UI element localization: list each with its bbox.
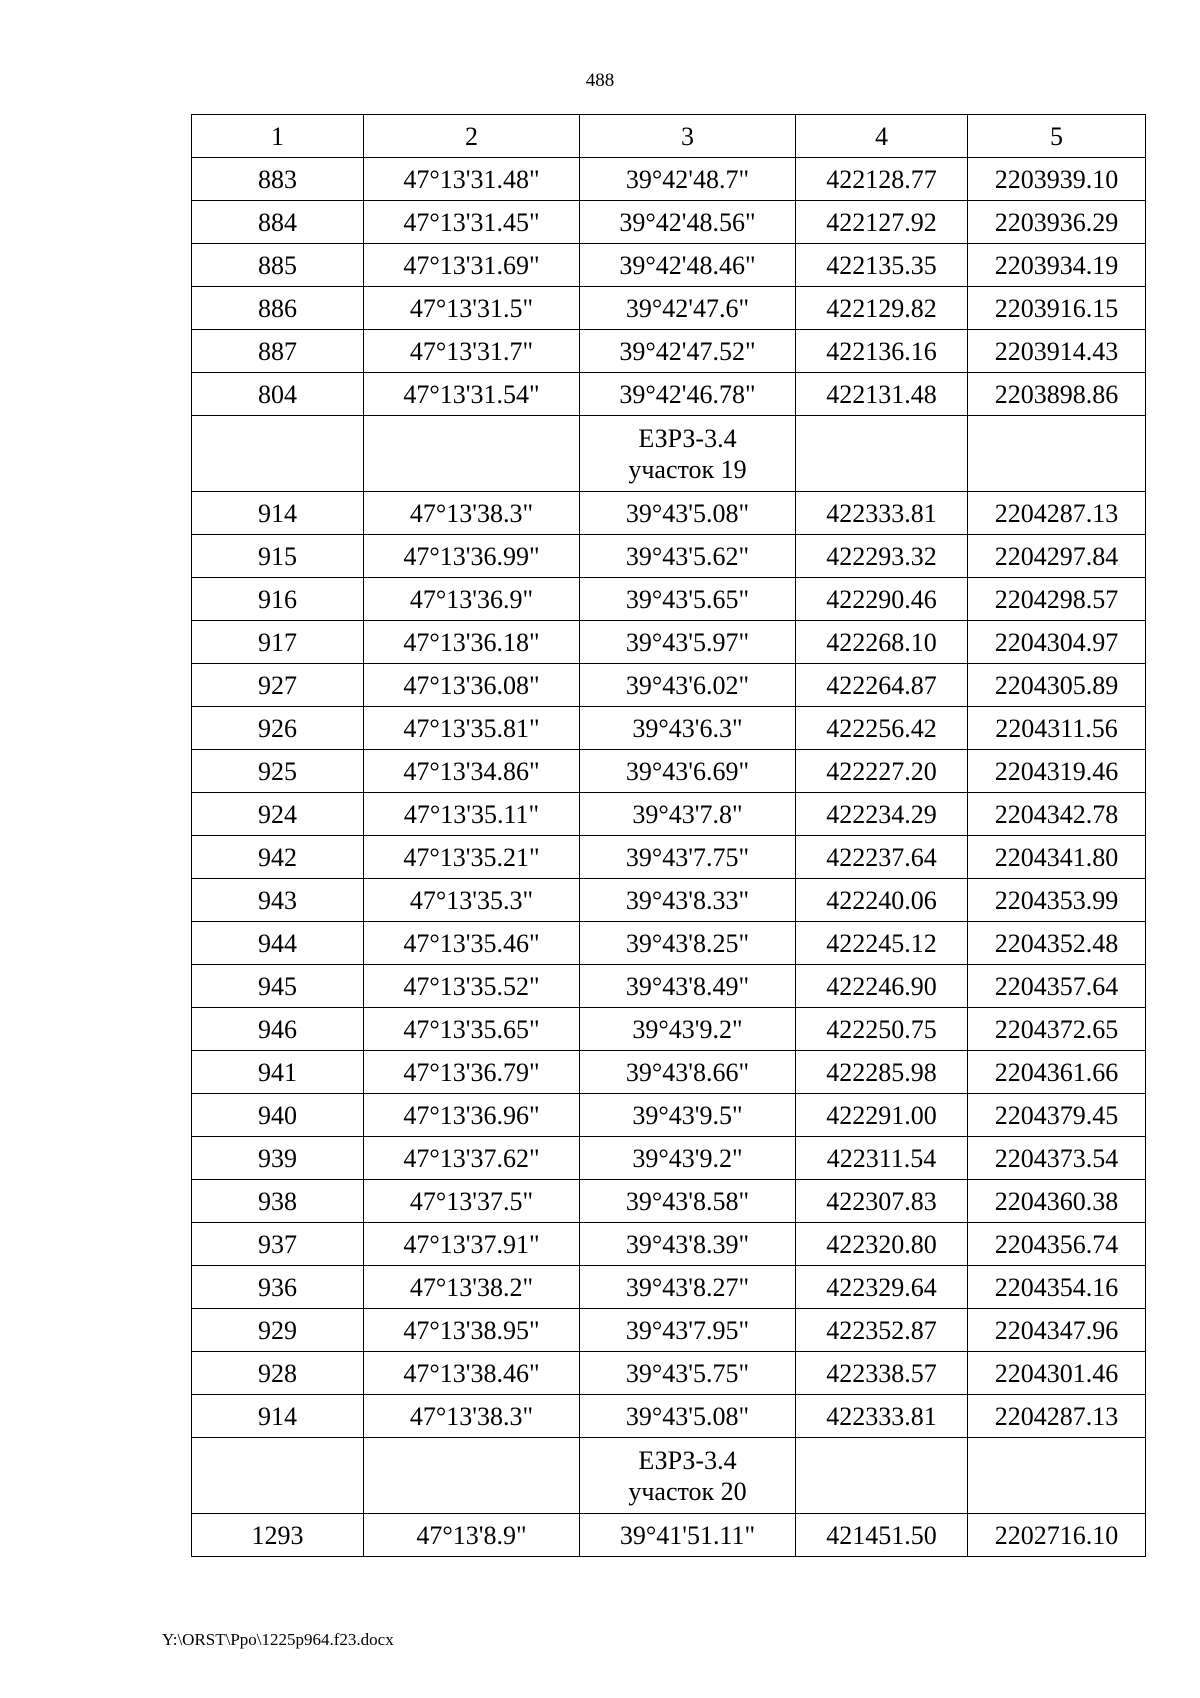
point-number-cell: 883 bbox=[192, 158, 364, 201]
table-row bbox=[192, 1223, 1146, 1266]
latitude-cell: 47°13'35.3" bbox=[364, 879, 580, 922]
x-coordinate-cell: 422293.32 bbox=[796, 535, 968, 578]
y-coordinate-cell: 2204305.89 bbox=[968, 664, 1146, 707]
x-coordinate-cell: 422136.16 bbox=[796, 330, 968, 373]
section-title: ЕЗРЗ-3.4 bbox=[638, 1445, 737, 1475]
table-row bbox=[192, 330, 1146, 373]
point-number-cell: 929 bbox=[192, 1309, 364, 1352]
longitude-cell: 39°43'6.3" bbox=[580, 707, 796, 750]
latitude-cell: 47°13'35.81" bbox=[364, 707, 580, 750]
latitude-cell: 47°13'31.45" bbox=[364, 201, 580, 244]
latitude-cell: 47°13'36.18" bbox=[364, 621, 580, 664]
point-number-cell: 926 bbox=[192, 707, 364, 750]
y-coordinate-cell: 2203936.29 bbox=[968, 201, 1146, 244]
table-row bbox=[192, 1395, 1146, 1438]
point-number-cell: 937 bbox=[192, 1223, 364, 1266]
y-coordinate-cell: 2204298.57 bbox=[968, 578, 1146, 621]
y-coordinate-cell: 2204354.16 bbox=[968, 1266, 1146, 1309]
y-coordinate-cell: 2204352.48 bbox=[968, 922, 1146, 965]
section-subtitle: участок 20 bbox=[628, 1476, 747, 1506]
section-label-cell bbox=[580, 1438, 796, 1514]
table-row bbox=[192, 664, 1146, 707]
section-header-row bbox=[192, 416, 1146, 492]
latitude-cell: 47°13'36.96" bbox=[364, 1094, 580, 1137]
x-coordinate-cell: 422131.48 bbox=[796, 373, 968, 416]
latitude-cell: 47°13'8.9" bbox=[364, 1514, 580, 1557]
table-row bbox=[192, 621, 1146, 664]
x-coordinate-cell: 422256.42 bbox=[796, 707, 968, 750]
table-row bbox=[192, 158, 1146, 201]
y-coordinate-cell: 2204360.38 bbox=[968, 1180, 1146, 1223]
y-coordinate-cell: 2204357.64 bbox=[968, 965, 1146, 1008]
latitude-cell: 47°13'38.2" bbox=[364, 1266, 580, 1309]
longitude-cell: 39°43'8.33" bbox=[580, 879, 796, 922]
point-number-cell: 886 bbox=[192, 287, 364, 330]
header-cell: 4 bbox=[796, 115, 968, 158]
point-number-cell: 936 bbox=[192, 1266, 364, 1309]
y-coordinate-cell: 2203934.19 bbox=[968, 244, 1146, 287]
x-coordinate-cell: 422291.00 bbox=[796, 1094, 968, 1137]
point-number-cell: 914 bbox=[192, 1395, 364, 1438]
point-number-cell: 940 bbox=[192, 1094, 364, 1137]
y-coordinate-cell: 2203916.15 bbox=[968, 287, 1146, 330]
latitude-cell: 47°13'38.95" bbox=[364, 1309, 580, 1352]
longitude-cell: 39°43'9.2" bbox=[580, 1137, 796, 1180]
table-row bbox=[192, 793, 1146, 836]
latitude-cell: 47°13'31.5" bbox=[364, 287, 580, 330]
longitude-cell: 39°43'9.2" bbox=[580, 1008, 796, 1051]
point-number-cell: 916 bbox=[192, 578, 364, 621]
x-coordinate-cell: 422268.10 bbox=[796, 621, 968, 664]
table-row bbox=[192, 201, 1146, 244]
section-subtitle: участок 19 bbox=[628, 454, 747, 484]
longitude-cell: 39°43'5.65" bbox=[580, 578, 796, 621]
table-row bbox=[192, 1051, 1146, 1094]
longitude-cell: 39°43'5.08" bbox=[580, 492, 796, 535]
y-coordinate-cell: 2204319.46 bbox=[968, 750, 1146, 793]
empty-cell bbox=[968, 416, 1146, 492]
header-cell: 3 bbox=[580, 115, 796, 158]
point-number-cell: 945 bbox=[192, 965, 364, 1008]
table-row bbox=[192, 578, 1146, 621]
latitude-cell: 47°13'37.91" bbox=[364, 1223, 580, 1266]
longitude-cell: 39°43'5.62" bbox=[580, 535, 796, 578]
longitude-cell: 39°43'8.58" bbox=[580, 1180, 796, 1223]
longitude-cell: 39°42'47.52" bbox=[580, 330, 796, 373]
x-coordinate-cell: 422329.64 bbox=[796, 1266, 968, 1309]
latitude-cell: 47°13'36.99" bbox=[364, 535, 580, 578]
y-coordinate-cell: 2204297.84 bbox=[968, 535, 1146, 578]
x-coordinate-cell: 422290.46 bbox=[796, 578, 968, 621]
empty-cell bbox=[364, 416, 580, 492]
x-coordinate-cell: 422338.57 bbox=[796, 1352, 968, 1395]
footer-file-path: Y:\ORST\Ppo\1225p964.f23.docx bbox=[162, 1630, 394, 1649]
table-row bbox=[192, 879, 1146, 922]
point-number-cell: 943 bbox=[192, 879, 364, 922]
y-coordinate-cell: 2204304.97 bbox=[968, 621, 1146, 664]
longitude-cell: 39°43'7.8" bbox=[580, 793, 796, 836]
x-coordinate-cell: 422250.75 bbox=[796, 1008, 968, 1051]
x-coordinate-cell: 422245.12 bbox=[796, 922, 968, 965]
latitude-cell: 47°13'38.3" bbox=[364, 1395, 580, 1438]
longitude-cell: 39°43'8.27" bbox=[580, 1266, 796, 1309]
y-coordinate-cell: 2204356.74 bbox=[968, 1223, 1146, 1266]
table-row bbox=[192, 750, 1146, 793]
point-number-cell: 939 bbox=[192, 1137, 364, 1180]
point-number-cell: 928 bbox=[192, 1352, 364, 1395]
latitude-cell: 47°13'34.86" bbox=[364, 750, 580, 793]
x-coordinate-cell: 422127.92 bbox=[796, 201, 968, 244]
longitude-cell: 39°42'48.7" bbox=[580, 158, 796, 201]
empty-cell bbox=[192, 416, 364, 492]
table-row bbox=[192, 1266, 1146, 1309]
section-header-row bbox=[192, 1438, 1146, 1514]
y-coordinate-cell: 2204361.66 bbox=[968, 1051, 1146, 1094]
y-coordinate-cell: 2204379.45 bbox=[968, 1094, 1146, 1137]
point-number-cell: 887 bbox=[192, 330, 364, 373]
table-body bbox=[192, 158, 1146, 1557]
longitude-cell: 39°42'48.46" bbox=[580, 244, 796, 287]
longitude-cell: 39°41'51.11" bbox=[580, 1514, 796, 1557]
y-coordinate-cell: 2204353.99 bbox=[968, 879, 1146, 922]
latitude-cell: 47°13'38.46" bbox=[364, 1352, 580, 1395]
section-title: ЕЗРЗ-3.4 bbox=[638, 423, 737, 453]
latitude-cell: 47°13'31.69" bbox=[364, 244, 580, 287]
y-coordinate-cell: 2202716.10 bbox=[968, 1514, 1146, 1557]
latitude-cell: 47°13'36.9" bbox=[364, 578, 580, 621]
empty-cell bbox=[796, 1438, 968, 1514]
latitude-cell: 47°13'35.11" bbox=[364, 793, 580, 836]
longitude-cell: 39°43'5.97" bbox=[580, 621, 796, 664]
table-row bbox=[192, 1180, 1146, 1223]
table-row bbox=[192, 287, 1146, 330]
x-coordinate-cell: 422234.29 bbox=[796, 793, 968, 836]
empty-cell bbox=[796, 416, 968, 492]
header-cell: 2 bbox=[364, 115, 580, 158]
latitude-cell: 47°13'35.21" bbox=[364, 836, 580, 879]
coordinates-table bbox=[191, 114, 1146, 1557]
longitude-cell: 39°43'6.69" bbox=[580, 750, 796, 793]
point-number-cell: 941 bbox=[192, 1051, 364, 1094]
x-coordinate-cell: 422311.54 bbox=[796, 1137, 968, 1180]
y-coordinate-cell: 2204301.46 bbox=[968, 1352, 1146, 1395]
longitude-cell: 39°43'5.08" bbox=[580, 1395, 796, 1438]
point-number-cell: 1293 bbox=[192, 1514, 364, 1557]
x-coordinate-cell: 422352.87 bbox=[796, 1309, 968, 1352]
y-coordinate-cell: 2204372.65 bbox=[968, 1008, 1146, 1051]
section-label-cell bbox=[580, 416, 796, 492]
empty-cell bbox=[192, 1438, 364, 1514]
longitude-cell: 39°43'7.75" bbox=[580, 836, 796, 879]
longitude-cell: 39°43'9.5" bbox=[580, 1094, 796, 1137]
page-number: 488 bbox=[585, 70, 615, 91]
latitude-cell: 47°13'31.54" bbox=[364, 373, 580, 416]
longitude-cell: 39°42'47.6" bbox=[580, 287, 796, 330]
longitude-cell: 39°43'8.49" bbox=[580, 965, 796, 1008]
longitude-cell: 39°42'48.56" bbox=[580, 201, 796, 244]
longitude-cell: 39°43'5.75" bbox=[580, 1352, 796, 1395]
table-row bbox=[192, 1514, 1146, 1557]
table-row bbox=[192, 1094, 1146, 1137]
table-row bbox=[192, 922, 1146, 965]
header-row bbox=[192, 115, 1146, 158]
y-coordinate-cell: 2203939.10 bbox=[968, 158, 1146, 201]
latitude-cell: 47°13'37.5" bbox=[364, 1180, 580, 1223]
point-number-cell: 925 bbox=[192, 750, 364, 793]
x-coordinate-cell: 422246.90 bbox=[796, 965, 968, 1008]
longitude-cell: 39°43'8.39" bbox=[580, 1223, 796, 1266]
latitude-cell: 47°13'35.46" bbox=[364, 922, 580, 965]
longitude-cell: 39°43'8.25" bbox=[580, 922, 796, 965]
y-coordinate-cell: 2204287.13 bbox=[968, 492, 1146, 535]
point-number-cell: 915 bbox=[192, 535, 364, 578]
x-coordinate-cell: 422264.87 bbox=[796, 664, 968, 707]
latitude-cell: 47°13'35.65" bbox=[364, 1008, 580, 1051]
x-coordinate-cell: 422135.35 bbox=[796, 244, 968, 287]
latitude-cell: 47°13'36.08" bbox=[364, 664, 580, 707]
point-number-cell: 804 bbox=[192, 373, 364, 416]
point-number-cell: 885 bbox=[192, 244, 364, 287]
y-coordinate-cell: 2203898.86 bbox=[968, 373, 1146, 416]
table-row bbox=[192, 1008, 1146, 1051]
x-coordinate-cell: 422128.77 bbox=[796, 158, 968, 201]
x-coordinate-cell: 422320.80 bbox=[796, 1223, 968, 1266]
y-coordinate-cell: 2204373.54 bbox=[968, 1137, 1146, 1180]
point-number-cell: 917 bbox=[192, 621, 364, 664]
point-number-cell: 942 bbox=[192, 836, 364, 879]
table-row bbox=[192, 535, 1146, 578]
x-coordinate-cell: 422237.64 bbox=[796, 836, 968, 879]
point-number-cell: 938 bbox=[192, 1180, 364, 1223]
x-coordinate-cell: 422240.06 bbox=[796, 879, 968, 922]
empty-cell bbox=[968, 1438, 1146, 1514]
table-row bbox=[192, 373, 1146, 416]
latitude-cell: 47°13'38.3" bbox=[364, 492, 580, 535]
point-number-cell: 927 bbox=[192, 664, 364, 707]
longitude-cell: 39°43'8.66" bbox=[580, 1051, 796, 1094]
table-row bbox=[192, 1137, 1146, 1180]
latitude-cell: 47°13'37.62" bbox=[364, 1137, 580, 1180]
empty-cell bbox=[364, 1438, 580, 1514]
x-coordinate-cell: 422227.20 bbox=[796, 750, 968, 793]
latitude-cell: 47°13'31.7" bbox=[364, 330, 580, 373]
point-number-cell: 924 bbox=[192, 793, 364, 836]
table-row bbox=[192, 492, 1146, 535]
y-coordinate-cell: 2203914.43 bbox=[968, 330, 1146, 373]
x-coordinate-cell: 422285.98 bbox=[796, 1051, 968, 1094]
y-coordinate-cell: 2204311.56 bbox=[968, 707, 1146, 750]
x-coordinate-cell: 422333.81 bbox=[796, 1395, 968, 1438]
point-number-cell: 946 bbox=[192, 1008, 364, 1051]
table-row bbox=[192, 1309, 1146, 1352]
longitude-cell: 39°43'7.95" bbox=[580, 1309, 796, 1352]
table-row bbox=[192, 965, 1146, 1008]
table-row bbox=[192, 1352, 1146, 1395]
header-cell: 5 bbox=[968, 115, 1146, 158]
longitude-cell: 39°43'6.02" bbox=[580, 664, 796, 707]
y-coordinate-cell: 2204287.13 bbox=[968, 1395, 1146, 1438]
point-number-cell: 884 bbox=[192, 201, 364, 244]
point-number-cell: 914 bbox=[192, 492, 364, 535]
table-row bbox=[192, 707, 1146, 750]
x-coordinate-cell: 421451.50 bbox=[796, 1514, 968, 1557]
header-cell: 1 bbox=[192, 115, 364, 158]
latitude-cell: 47°13'31.48" bbox=[364, 158, 580, 201]
x-coordinate-cell: 422333.81 bbox=[796, 492, 968, 535]
x-coordinate-cell: 422129.82 bbox=[796, 287, 968, 330]
y-coordinate-cell: 2204341.80 bbox=[968, 836, 1146, 879]
longitude-cell: 39°42'46.78" bbox=[580, 373, 796, 416]
table-row bbox=[192, 836, 1146, 879]
table-row bbox=[192, 244, 1146, 287]
y-coordinate-cell: 2204347.96 bbox=[968, 1309, 1146, 1352]
latitude-cell: 47°13'36.79" bbox=[364, 1051, 580, 1094]
x-coordinate-cell: 422307.83 bbox=[796, 1180, 968, 1223]
y-coordinate-cell: 2204342.78 bbox=[968, 793, 1146, 836]
point-number-cell: 944 bbox=[192, 922, 364, 965]
latitude-cell: 47°13'35.52" bbox=[364, 965, 580, 1008]
